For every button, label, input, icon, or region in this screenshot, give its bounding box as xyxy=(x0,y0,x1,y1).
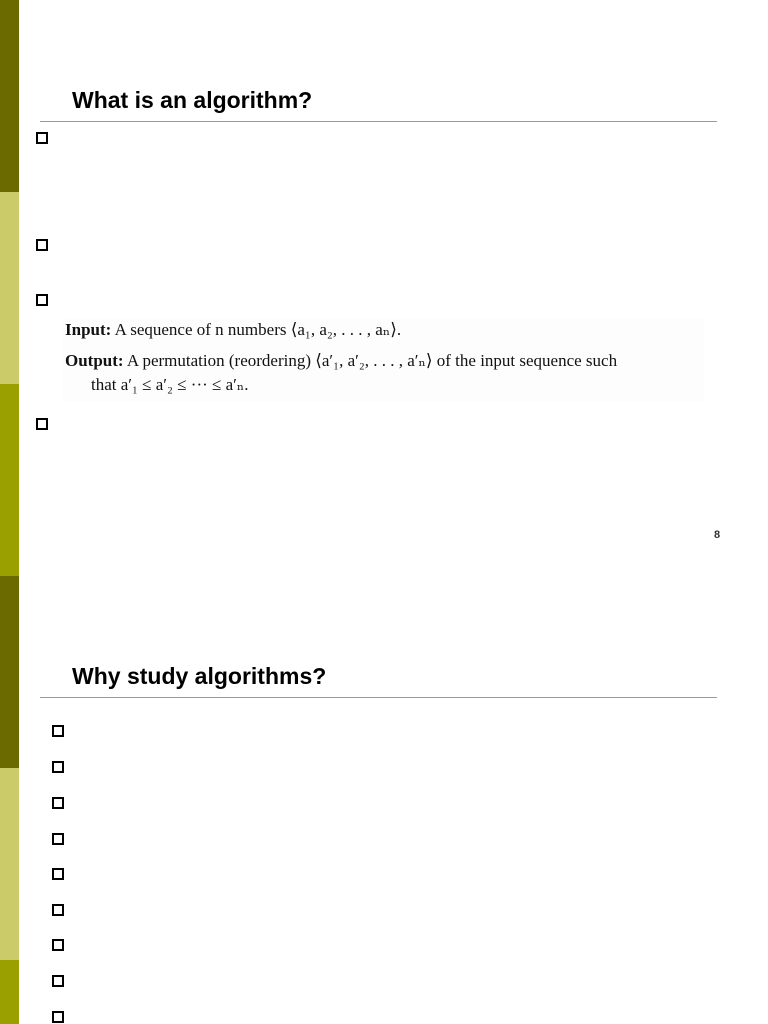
strip-segment-light xyxy=(0,768,19,960)
hollow-square-bullet-icon xyxy=(52,1011,64,1023)
input-line xyxy=(65,320,401,340)
strip-segment-light xyxy=(0,192,19,384)
strip-segment-mid xyxy=(0,384,19,576)
output-label: Output: xyxy=(65,351,124,370)
hollow-square-bullet-icon xyxy=(52,761,64,773)
hollow-square-bullet-icon xyxy=(52,833,64,845)
hollow-square-bullet-icon xyxy=(52,939,64,951)
input-label: Input: xyxy=(65,320,112,339)
output-condition: that a′₁ ≤ a′₂ ≤ ··· ≤ a′ₙ. xyxy=(91,375,249,394)
hollow-square-bullet-icon xyxy=(36,132,48,144)
slide-title: What is an algorithm? xyxy=(72,87,313,113)
output-text: A permutation (reordering) ⟨a′₁, a′₂, . . . , a′ₙ⟩ of the input sequence such xyxy=(126,351,618,370)
output-continuation-line xyxy=(91,375,248,395)
page-number: 8 xyxy=(714,529,721,541)
strip-segment-dark xyxy=(0,576,19,768)
hollow-square-bullet-icon xyxy=(52,725,64,737)
hollow-square-bullet-icon xyxy=(52,904,64,916)
left-color-strip xyxy=(0,0,19,1024)
hollow-square-bullet-icon xyxy=(36,239,48,251)
title-divider xyxy=(40,697,717,698)
hollow-square-bullet-icon xyxy=(52,868,64,880)
input-text: A sequence of n numbers ⟨a₁, a₂, . . . , aₙ⟩. xyxy=(114,320,402,339)
slide-title: Why study algorithms? xyxy=(72,663,327,689)
sorting-problem-definition xyxy=(62,318,704,402)
strip-segment-mid xyxy=(0,960,19,1024)
hollow-square-bullet-icon xyxy=(36,418,48,430)
hollow-square-bullet-icon xyxy=(52,975,64,987)
hollow-square-bullet-icon xyxy=(52,797,64,809)
strip-segment-dark xyxy=(0,0,19,192)
hollow-square-bullet-icon xyxy=(36,294,48,306)
title-divider xyxy=(40,121,717,122)
output-line xyxy=(65,351,617,371)
